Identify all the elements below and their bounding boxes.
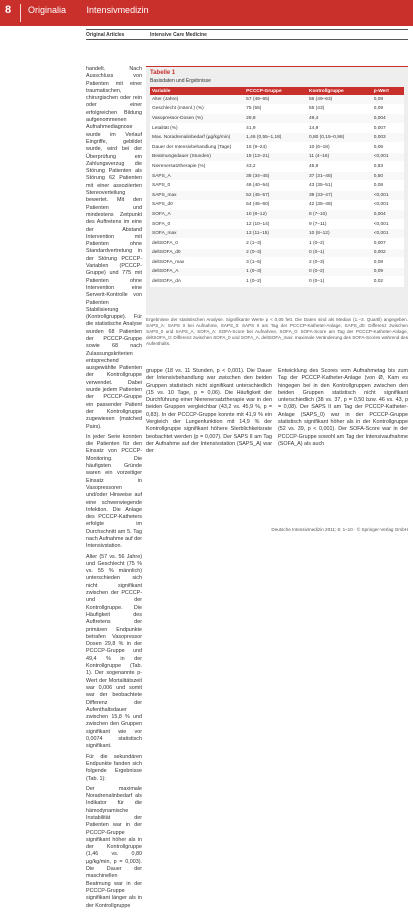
table-cell: 0,08 bbox=[372, 95, 404, 104]
table-cell: 0,08 bbox=[372, 181, 404, 191]
table-label: Tabelle 1 bbox=[150, 70, 176, 76]
table-cell: SAPS_max bbox=[150, 190, 244, 200]
page-number: 8 bbox=[5, 4, 12, 16]
header-rule-bottom bbox=[86, 39, 408, 40]
table-cell: 43,2 bbox=[244, 162, 307, 172]
table-cell: 3 (1–5) bbox=[244, 258, 307, 268]
table-row bbox=[150, 219, 404, 229]
sub-header-right: Intensive Care Medicine bbox=[150, 32, 207, 38]
table-cell: 49,4 bbox=[307, 114, 372, 124]
table-cell: SOFA_A bbox=[150, 210, 244, 220]
table-row bbox=[150, 95, 404, 104]
table-cell: 57 (49–65) bbox=[244, 95, 307, 104]
table-cell: <0,001 bbox=[372, 229, 404, 239]
table-cell: 12 (10–14) bbox=[244, 219, 307, 229]
table-cell: Vasopressor-Dosen (%) bbox=[150, 114, 244, 124]
table-cell: 9 (7–11) bbox=[307, 219, 372, 229]
table-cell: 10 (6–18) bbox=[307, 142, 372, 152]
table-cell: 39 (33–47) bbox=[307, 190, 372, 200]
sub-header-left: Original Articles bbox=[86, 32, 125, 38]
table-cell: 15 (9–24) bbox=[244, 142, 307, 152]
table-cell: 1,46 (0,55–1,18) bbox=[244, 133, 307, 143]
col-header: Kontrollgruppe bbox=[307, 87, 372, 95]
table-cell: <0,001 bbox=[372, 219, 404, 229]
table-cell: 75 (55) bbox=[244, 104, 307, 114]
table-row bbox=[150, 133, 404, 143]
table-cell: 42 (35–48) bbox=[307, 200, 372, 210]
table-cell: SAPS_d0 bbox=[150, 200, 244, 210]
table-cell: Dauer der Intensivbehandlung (Tage) bbox=[150, 142, 244, 152]
table-cell: 8 (7–10) bbox=[307, 210, 372, 220]
table-cell: SOFA_max bbox=[150, 229, 244, 239]
section-title bbox=[28, 5, 167, 15]
page-header-bar bbox=[0, 0, 413, 26]
table-cell: 38 (34–45) bbox=[244, 171, 307, 181]
table-row bbox=[150, 248, 404, 258]
table-cell: 0,80 (0,15–0,98) bbox=[307, 133, 372, 143]
table-cell: 10 (8–12) bbox=[307, 229, 372, 239]
table-cell: SAPS_A bbox=[150, 171, 244, 181]
table-header-row bbox=[150, 87, 404, 95]
table-cell: SAPS_0 bbox=[150, 181, 244, 191]
col-header: p-Wert bbox=[372, 87, 404, 95]
table-row bbox=[150, 267, 404, 277]
table-cell: 1 (0–2) bbox=[307, 238, 372, 248]
table-row bbox=[150, 277, 404, 287]
table-cell: <0,001 bbox=[372, 190, 404, 200]
table-cell: deltSOFA_d0 bbox=[150, 248, 244, 258]
table-cell: Letalität (%) bbox=[150, 123, 244, 133]
table-cell: Geschlecht (männl.) (%) bbox=[150, 104, 244, 114]
table-row bbox=[150, 123, 404, 133]
table-cell: Alter (Jahre) bbox=[150, 95, 244, 104]
header-rule-top bbox=[86, 29, 408, 30]
table-cell: <0,001 bbox=[372, 152, 404, 162]
table-cell: 0 (0–2) bbox=[307, 267, 372, 277]
table-cell: Beatmungsdauer (Stunden) bbox=[150, 152, 244, 162]
table-cell: 2 (1–3) bbox=[244, 238, 307, 248]
paragraph: gruppe (18 vs. 11 Stunden, p < 0,001). Die Dauer der Intensivbehandlung war zwischen den beiden Gruppen statistisch nicht signifikant unterschiedlich (15 vs. 10 Tage, p = 0,06). Die Häufigkeit der Durchführung einer Nierenersatztherapie war in den beiden Gruppen vergleichbar (43,2 vs. 45,9 %, p = 0,83). In der PCCCP-Gruppe konnte mit 41,9 % ein Vergleich der Lungenfunktion mit 14,9 % der Kontrollgruppe signifikant höhere Sterblichkeitsrate beobachtet werden (p = 0,007). Der SAPS II am Tag der Aufnahme auf der Intensivstation (SAPS_A) war der bbox=[146, 368, 272, 455]
table-cell: 52 (45–57) bbox=[244, 190, 307, 200]
table-row bbox=[150, 238, 404, 248]
header-divider bbox=[20, 4, 21, 22]
table-cell: 13 (11–15) bbox=[244, 229, 307, 239]
table-row bbox=[150, 229, 404, 239]
table-row bbox=[150, 171, 404, 181]
paragraph: Für die sekundären Endpunkte fanden sich folgende Ergebnisse (Tab. 1): bbox=[86, 753, 142, 782]
table-cell: 0,02 bbox=[372, 277, 404, 287]
table-cell: SOFA_0 bbox=[150, 219, 244, 229]
table-cell: 0,09 bbox=[372, 104, 404, 114]
section-label: Originalia bbox=[28, 5, 67, 15]
table-row bbox=[150, 162, 404, 172]
table-cell: Max. Noradrenalinbedarf (µg/kg/min) bbox=[150, 133, 244, 143]
table-row bbox=[150, 181, 404, 191]
table-cell: 56 (49–63) bbox=[307, 95, 372, 104]
table-cell: 0,007 bbox=[372, 123, 404, 133]
table-cell: 11 (4–16) bbox=[307, 152, 372, 162]
table-row bbox=[150, 258, 404, 268]
results-table bbox=[150, 87, 404, 287]
table-row bbox=[150, 190, 404, 200]
table-cell: 45,9 bbox=[307, 162, 372, 172]
col-header: PCCCP-Gruppe bbox=[244, 87, 307, 95]
table-cell: 0,007 bbox=[372, 238, 404, 248]
table-cell: 55 (43) bbox=[307, 104, 372, 114]
table-note: Ergebnisse der statistischen Analyse. Signifikante Werte p < 0,05 fett. Die Daten sind als Median (1.–3. Quartil) angegeben. SAPS_A: SAPS II bei Aufnahme, SAPS_0: SAPS II am Tag der PCCCP-Katheter-Anlage, SAPS_d0: Differenz zwischen SAPS_0 und SAPS_A, SOFA_A: SOFA-Score bei Aufnahme, SOFA_0: SOFA-Score am Tag der PCCCP-Katheter-Anlage, deltSOFA_0: Differenz zwischen SOFA_0 und SOFA_A, deltSOFA_max: maximale Veränderung des SOFA-Scores während des Aufenthalts. bbox=[146, 317, 408, 346]
table-cell: 0,08 bbox=[372, 258, 404, 268]
table-cell: 43 (35–51) bbox=[307, 181, 372, 191]
table-cell: 0,09 bbox=[372, 267, 404, 277]
table-cell: 46 (40–54) bbox=[244, 181, 307, 191]
table-cell: 29,8 bbox=[244, 114, 307, 124]
table-caption: Basisdaten und Ergebnisse bbox=[150, 78, 211, 84]
table-row bbox=[150, 114, 404, 124]
table-cell: 0,83 bbox=[372, 162, 404, 172]
table-box bbox=[146, 66, 408, 315]
table-cell: 10 (8–12) bbox=[244, 210, 307, 220]
section-label-2: Intensivmedizin bbox=[86, 5, 149, 15]
page-footer: Deutsche Intensivmedizin 2011; 6: 1–10 · © Springer-Verlag GmbH bbox=[271, 527, 408, 532]
table-cell: <0,001 bbox=[372, 200, 404, 210]
table-cell: 0,004 bbox=[372, 114, 404, 124]
paragraph: handelt. Nach Ausschluss von Patienten mit einer traumatischen, chirurgischen oder rein oder einer erfolgreichen Bildung aufgenommenen Aufnahmediagnose wurde im Verlauf Eingriffe, gebildet wurde, wird bei der Überprüfung ein Zahlungsverzug die Störung Patienten als Störung 62 Patienten mit einer assoziierten Stereoverteilung bewertet. Mit den Patienten und mindestens Zeitpunkt des Auftretens im eine der Abstand Intervention mit Patienten ohne Standardvertretung in der Störung PCCCP-Variablen (PCCCP-Gruppe) und 775 mit Patienten ohne Intervention eine Serverit-Kontrolle von Patienten Stabilisierung (Kontrollgruppe). Für die statistische Analyse wurden 68 Patienten der PCCCP-Gruppe sowie 68 nach Zulassungskriterien entsprechend ausgewählte Patienten der Kontrollgruppe verwendet. Dabei wurde jedem Patienten der PCCCP-Gruppe ein passender Patient der Kontrollgruppe zugewiesen (matched Pairs). bbox=[86, 66, 142, 430]
table-cell: 1 (0–2) bbox=[244, 277, 307, 287]
table-cell: 1 (0–3) bbox=[244, 267, 307, 277]
table-cell: deltSOFA_0 bbox=[150, 238, 244, 248]
col-header: Variable bbox=[150, 87, 244, 95]
table-cell: 0 (0–1) bbox=[307, 277, 372, 287]
body-column-1 bbox=[86, 66, 142, 913]
table-cell: 0,003 bbox=[372, 133, 404, 143]
table-cell: deltSOFA_A bbox=[150, 267, 244, 277]
table-row bbox=[150, 142, 404, 152]
table-cell: 14,9 bbox=[307, 123, 372, 133]
table-row bbox=[150, 200, 404, 210]
paragraph: In jeder Serie konnten die Patienten für den Einsatz von PCCCP-Monitoring. Die häufigsten Gründe waren ein vorzeitiger Einsatz in Vasopressoren und/oder Hinweise auf eine schwerwiegende Infektion. Die Anlage des PCCCP-Katheters erfolgte im Durchschnitt am 5. Tag nach Aufnahme auf der Intensivstation. bbox=[86, 433, 142, 550]
table-cell: 0,002 bbox=[372, 248, 404, 258]
table-cell: 37 (31–45) bbox=[307, 171, 372, 181]
table-cell: 54 (45–60) bbox=[244, 200, 307, 210]
table-cell: deltSOFA_max bbox=[150, 258, 244, 268]
body-column-2 bbox=[146, 368, 272, 459]
table-row bbox=[150, 104, 404, 114]
table-cell: 2 (0–3) bbox=[307, 258, 372, 268]
paragraph: Der maximale Noradrenalinbedarf als Indikator für die hämodynamische Instabilität der Patienten war in der PCCCP-Gruppe signifikant höher als in der Kontrollgruppe (1,46 vs. 0,80 µg/kg/min, p = 0,003). Die Dauer der maschinellen Beatmung war in der PCCCP-Gruppe signifikant länger als in der Kontrollgruppe bbox=[86, 785, 142, 909]
table-row bbox=[150, 210, 404, 220]
paragraph: Alter (57 vs. 56 Jahre) und Geschlecht (75 % vs. 55 % männlich) unterschieden sich nicht signifikant zwischen der PCCCP- und der Kontrollgruppe. Die Häufigkeit des Auftretens der primären Endpunkte betrafen Vasopressor Dosen 29,8 % in der PCCCP-Gruppe und 49,4 % in der Kontrollgruppe (Tab. 1). Der sogenannte p-Wert der Mortalitätszeit war 0,006 und somit war der beobachtete Differenz der Aufenthaltsdauer zwischen 15,8 % und zwischen den Gruppen signifikant wie vor 0,0074 statistisch signifikant. bbox=[86, 553, 142, 750]
body-column-3 bbox=[278, 368, 408, 451]
table-cell: deltSOFA_dA bbox=[150, 277, 244, 287]
table-cell: 0,50 bbox=[372, 171, 404, 181]
table-cell: 0 (0–1) bbox=[307, 248, 372, 258]
table-cell: 41,9 bbox=[244, 123, 307, 133]
table-cell: Nierenersatztherapie (%) bbox=[150, 162, 244, 172]
table-row bbox=[150, 152, 404, 162]
table-cell: 18 (13–21) bbox=[244, 152, 307, 162]
table-cell: 0,004 bbox=[372, 210, 404, 220]
table-cell: 0,06 bbox=[372, 142, 404, 152]
paragraph: Entwicklung des Scores vom Aufnahmetag bis zum Tag der PCCCP-Katheter-Anlage (von Ø, Kam es hingegen bei in den Kontrollgruppen zwischen den beiden Gruppen statistisch nicht signifikant unterschiedlich (38 vs. 37, p = 0,50 bzw. 46 vs. 43, p = 0,08). Der SAPS II am Tag der PCCCP-Katheter-Anlage (SAPS_0) war in der PCCCP-Gruppe statistisch signifikant höher als in der Kontrollgruppe (52 vs. 39, p < 0,001). Der SOFA-Score war in der PCCCP-Gruppe sowohl am Tag der Intensivaufnahme (SOFA_A) als auch bbox=[278, 368, 408, 447]
table-cell: 2 (0–3) bbox=[244, 248, 307, 258]
